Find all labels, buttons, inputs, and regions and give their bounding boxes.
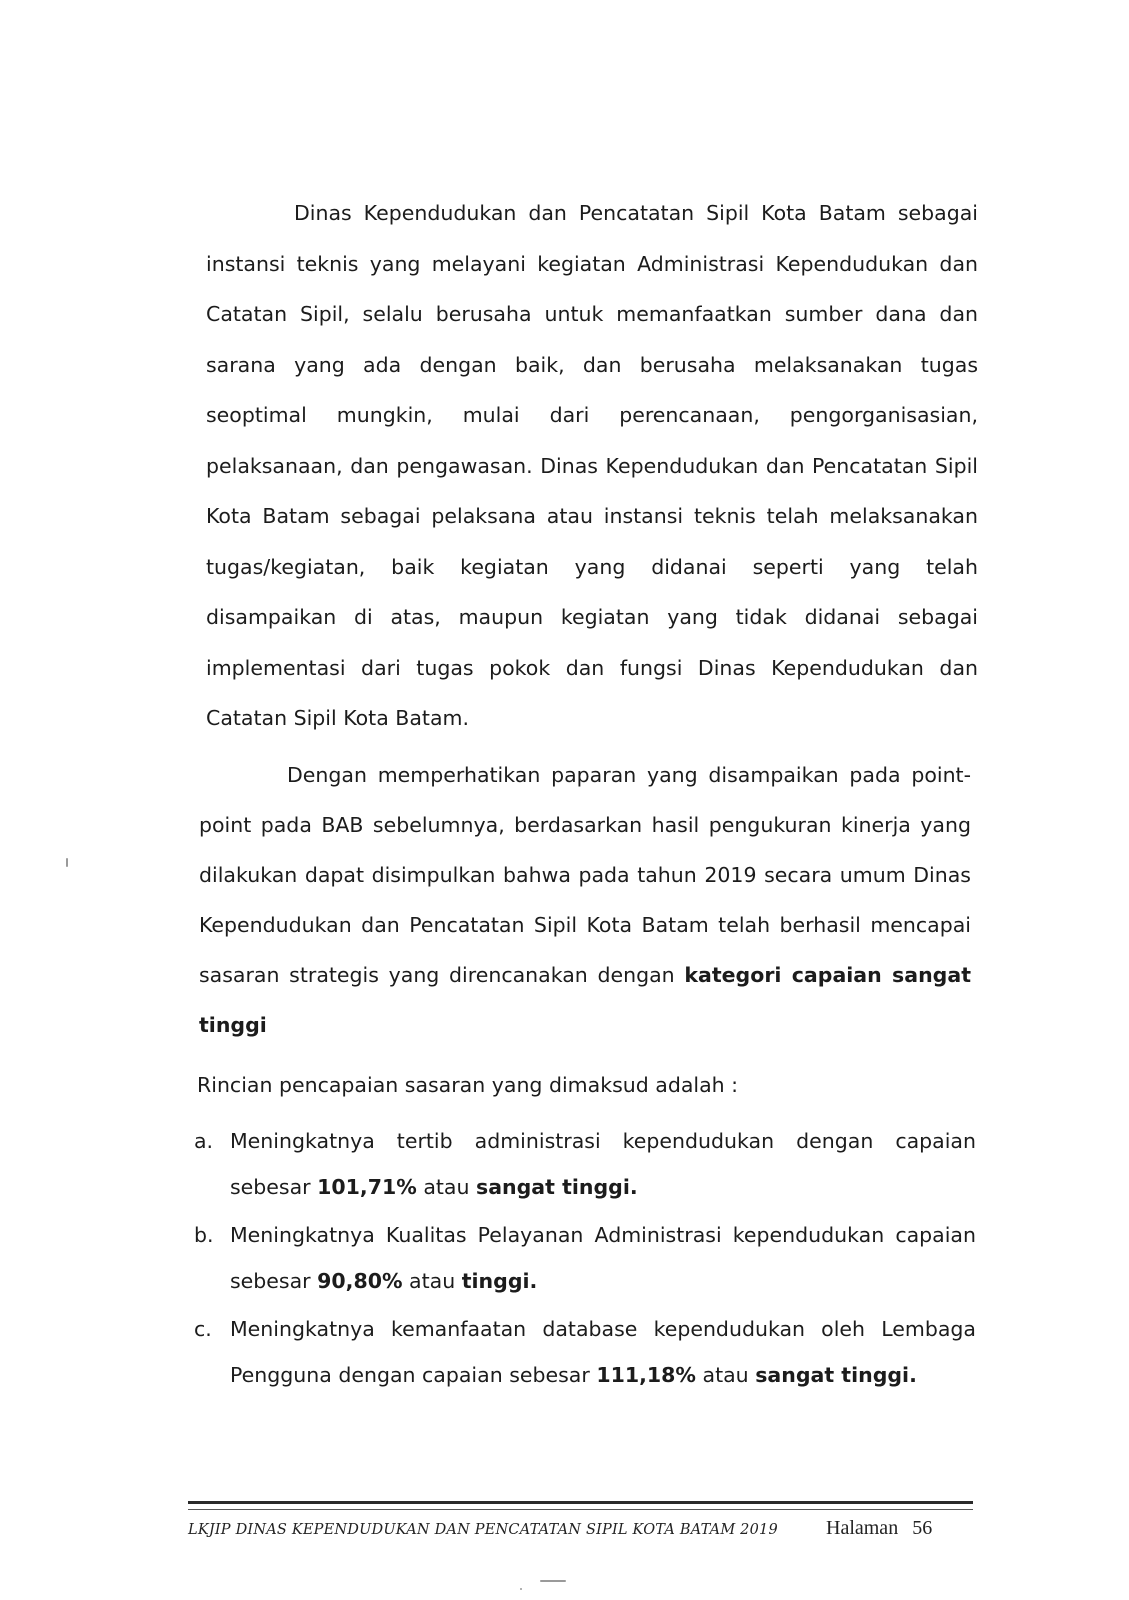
footer-divider	[188, 1501, 973, 1510]
scan-speck	[540, 1580, 566, 1582]
item-text: Meningkatnya kemanfaatan database kependudukan oleh Lembaga Pengguna dengan capaian sebesar	[230, 1317, 976, 1387]
list-item-a	[194, 1118, 976, 1210]
body-paragraph-1: Dinas Kependudukan dan Pencatatan Sipil Kota Batam sebagai instansi teknis yang melayani kegiatan Administrasi Kependudukan dan Catatan Sipil, selalu berusaha untuk memanfaatkan sumber dana dan sarana yang ada dengan baik, dan berusaha melaksanakan tugas seoptimal mungkin, mulai dari perencanaan, pengorganisasian, pelaksanaan, dan pengawasan. Dinas Kependudukan dan Pencatatan Sipil Kota Batam sebagai pelaksana atau instansi teknis telah melaksanakan tugas/kegiatan, baik kegiatan yang didanai seperti yang telah disampaikan di atas, maupun kegiatan yang tidak didanai sebagai implementasi dari tugas pokok dan fungsi Dinas Kependudukan dan Catatan Sipil Kota Batam.	[206, 201, 978, 730]
item-joiner: atau	[702, 1363, 749, 1387]
page-label: Halaman	[826, 1517, 899, 1539]
item-category: tinggi.	[461, 1269, 538, 1293]
page-number	[826, 1517, 932, 1540]
footer-title: LKJIP DINAS KEPENDUDUKAN DAN PENCATATAN SIPIL KOTA BATAM 2019	[188, 1522, 778, 1538]
item-joiner: atau	[409, 1269, 456, 1293]
list-marker: c.	[194, 1317, 212, 1341]
paragraph-2-highlight: kategori capaian sangat tinggi	[199, 963, 971, 1037]
list-marker: a.	[194, 1129, 214, 1153]
item-text: Meningkatnya Kualitas Pelayanan Administrasi kependudukan capaian sebesar	[230, 1223, 976, 1293]
achievement-list	[194, 1118, 976, 1400]
item-joiner: atau	[423, 1175, 470, 1199]
list-item-body	[194, 1306, 976, 1398]
item-text: Meningkatnya tertib administrasi kependudukan dengan capaian sebesar	[230, 1129, 976, 1199]
item-value: 101,71%	[317, 1175, 417, 1199]
list-item-body	[194, 1118, 976, 1210]
item-value: 111,18%	[596, 1363, 696, 1387]
item-value: 90,80%	[317, 1269, 403, 1293]
list-item-b	[194, 1212, 976, 1304]
list-marker: b.	[194, 1223, 214, 1247]
body-paragraph-2	[199, 750, 971, 1050]
page-number-value: 56	[912, 1517, 933, 1539]
list-item-c	[194, 1306, 976, 1398]
scan-speck	[66, 858, 68, 867]
paragraph-2-text: Dengan memperhatikan paparan yang disampaikan pada point-point pada BAB sebelumnya, berdasarkan hasil pengukuran kinerja yang dilakukan dapat disimpulkan bahwa pada tahun 2019 secara umum Dinas Kependudukan dan Pencatatan Sipil Kota Batam telah berhasil mencapai sasaran strategis yang direncanakan dengan	[199, 763, 971, 987]
item-category: sangat tinggi.	[755, 1363, 917, 1387]
list-item-body	[194, 1212, 976, 1304]
scan-speck	[520, 1588, 522, 1590]
achievement-intro: Rincian pencapaian sasaran yang dimaksud adalah :	[197, 1073, 739, 1097]
item-category: sangat tinggi.	[476, 1175, 638, 1199]
